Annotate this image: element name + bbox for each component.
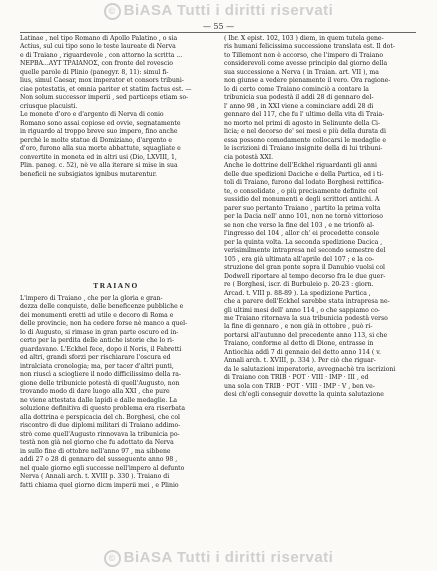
left-column-top-text: Latinae , nel tipo Romano di Apollo Palatino , o sia Actius, sul cui tipo sono le teste laureate di Nerva e di Traiano , riguardevole , con attorno la scritta ... ΝΕΡΒΑ...ΑΥΤ ΤΡΑΙΑΝΟΣ, con fronte del rovescio quelle parole di Plinio (panegyr. 8, 11): simul fi- lius, simul Caesar, mox imperator et consors tribuni- ciae potestatis, et omnia pariter et statim factus est. — Non solum successor imperii , sed particeps etiam so- criusque placuisti. Le monete d'oro e d'argento di Nerva di conio Romano sono assai copiose ed ovvie, segnatamente in riguardo al troppo breve suo impero, fino anche perchè le molte statue di Domiziano, d'argento e d'oro, furono alla sua morte abbattute, squagliate e convertite in moneta ed in altri usi (Dio, LXVIII, 1, Plin. paneg. c. 52), nè ve alla iterare si mise in sua beneficii ne subsigiatos ignibus mutarentur. <box>20 35 192 178</box>
watermark-bottom-text: BiASA Tutti i diritti riservati <box>123 549 334 566</box>
page-number: — 55 — <box>202 22 235 31</box>
watermark-top-text: BiASA Tutti i diritti riservati <box>123 2 334 19</box>
header-rule <box>20 32 416 33</box>
copyright-icon: © <box>104 550 121 567</box>
section-heading: TRAIANO <box>93 281 139 290</box>
left-column-bottom-text: L'impero di Traiano , che per la gloria e gran- dezza delle conquiste, delle beneficenze pubbliche e dei monumenti eretti ad utile e decoro di Roma e delle provincie, non ha cedere forse nè manco a quel- lo di Augusto, si rimase in gran parte oscuro ed in- certo per la perdita delle antiche istorie che lo ri- guardavano. L'Eckhel fece, dopo il Noris, il Fabretti ed altri, grandi sforzi per rischiarare l'oscura ed intralciata cronologia; ma, per tacer d'altri punti, non riuscì a sciogliere il nodo difficilissimo della ra- gione delle tribunicie potestà di quell'Augusto, non trovando modo di dare luogo alla XXI , che pure ne viene attestata dalle lapidi e dalle medaglie. La soluzione definitiva di questo problema era riserbata alla dottrina e perspicacia del ch. Borghesi, che col riscontro di due diplomi militari di Traiano addimo- strò come quell'Augusto rinnovava la tribunicia po- testà non già nel giorno che fu adottato da Nerva in sullo fine di ottobre nell'anno 97 , ma sibbene addì 27 o 28 di gennaro del susseguente anno 98 , nel quale giorno egli successe nell'impero al defunto Nerva ( Annali arch. t. XVIII p. 330 ). Traiano di fatti chiama quel giorno dicm imperii mei , e Plinio <box>20 295 188 489</box>
watermark-top <box>0 2 437 20</box>
watermark-bottom <box>0 549 437 567</box>
right-column-text: ( Ibr. X epist. 102, 103 ) diem, in quem tutela gene- ris humani felicissima successione translata est. Il dot- to Tillemont non è accorso, che l'impero di Traiano considerevoli come avesse principio dal giorno della sua successione a Nerva ( in Traian. art. VII ), ma non giunse a vedere pienamente il vero. Ora ragione- lo di certo come Traiano cominciò a contare la tribunicia sua podestà il addì 28 di gennaro del- l' anno 98 , in XXI viene a cominciare addì 28 di gennaro del 117, che fu l' ultimo della vita di Traia- no morto nel primi di agosto in Selinunte della Ci- licia; e nel decorso de' sei mesi e più della durata di essa possono comodamente collocarsi le medaglie e le iscrizioni di Traiano insignite della di lui tribuni- cia potestà XXI. Anche le dottrine dell'Eckhel riguardanti gli anni delle due spedizioni Daciche e della Partica, ed i ti- toli di Traiano, furono dal lodato Borghesi rettifica- te, o consolidate , o più precisamente definite col sussidio del monumenti e degli scrittori antichi. A parer suo pertanto Traiano , partito la prima volta per la Dacia nell' anno 101, non ne tornò vittorioso se non che verso la fine del 103 , e ne trionfò al- l'ingresso del 104 , allor ch' ei procedette console per la quinta volta. La seconda spedizione Dacica , verisimilmente intrapresa nel secondo semestre del 105 , era già ultimata all'aprile del 107 ; e la co- struzione del gran ponte sopra il Danubio vuolsi col Dodwell riportare al tempo decorso fra le due guer- re ( Borghesi, iscr. di Burbuleio p. 20-23 : giorn. Arcad. t. VIII p. 88-89 ). La spedizione Partica , che a parere dell'Eckhel sarebbe stata intrapresa ne- gli ultimi mesi dell' anno 114 , o che sappiamo co- me Traiano ritornava la sua tribunicia podestà verso la fine di gennaro , e non già in ottobre , può ri- portarsi all'autunno del precedente anno 113, si che Traiano, conforme al detto di Dione, entrasse in Antiochia addì 7 di gennaio del detto anno 114 ( v. Annali arch. t. XVIII, p. 334 ). Per ciò che riguar- da le salutazioni imperatorie, avvegnachè tra iscrizioni di Traiano con TRIB · POT · VIII · IMP · III , ed una sola con TRIB · POT · VIII · IMP · V , ben ve- desi ch'egli conseguir dovette la quinta salutazione <box>224 35 396 399</box>
copyright-icon: © <box>104 3 121 20</box>
